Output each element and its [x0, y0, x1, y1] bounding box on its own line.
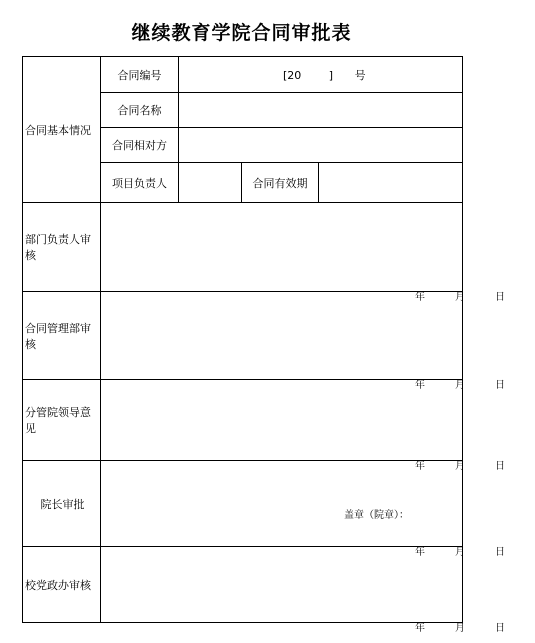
contract-no-label: 合同编号: [101, 57, 179, 93]
contract-no-field[interactable]: [179, 57, 463, 93]
approval-label: 校党政办审核: [23, 547, 101, 623]
month-label: 月: [455, 547, 465, 558]
year-label: 年: [415, 380, 425, 391]
validity-label: 合同有效期: [242, 163, 319, 203]
month-label: 月: [455, 292, 465, 303]
month-label: 月: [455, 623, 465, 634]
year-label: 年: [415, 292, 425, 303]
approval-opinion-cell[interactable]: [101, 461, 505, 558]
form-title: 继续教育学院合同审批表: [131, 22, 352, 44]
month-label: 月: [455, 380, 465, 391]
approval-opinion-cell[interactable]: [101, 292, 505, 391]
year-label: 年: [415, 547, 425, 558]
validity-field[interactable]: [319, 163, 463, 203]
counterparty-field[interactable]: [179, 128, 463, 163]
month-label: 月: [455, 461, 465, 472]
day-label: 日: [495, 623, 505, 634]
seal-label: 盖章（院章）：: [344, 510, 409, 521]
approval-opinion-cell[interactable]: [101, 203, 505, 303]
contract-no-bracket: ]: [328, 68, 334, 82]
year-label: 年: [415, 623, 425, 634]
contract-no-suffix: 号: [354, 68, 366, 82]
day-label: 日: [495, 292, 505, 303]
project-lead-field[interactable]: [179, 163, 242, 203]
day-label: 日: [495, 461, 505, 472]
approval-opinion-cell[interactable]: [101, 547, 505, 634]
counterparty-label: 合同相对方: [101, 128, 179, 163]
project-lead-label: 项目负责人: [101, 163, 179, 203]
contract-name-field[interactable]: [179, 93, 463, 128]
contract-name-label: 合同名称: [101, 93, 179, 128]
contract-no-prefix: [20: [283, 68, 302, 82]
approval-label: 部门负责人审核: [23, 203, 101, 292]
approval-opinion-cell[interactable]: [101, 380, 505, 472]
basic-info-section-label: 合同基本情况: [23, 57, 101, 203]
approval-form-table: [22, 56, 505, 634]
day-label: 日: [495, 380, 505, 391]
year-label: 年: [415, 461, 425, 472]
approval-label: 院长审批: [23, 461, 101, 547]
day-label: 日: [495, 547, 505, 558]
approval-label: 合同管理部审核: [23, 292, 101, 380]
approval-label: 分管院领导意见: [23, 380, 101, 461]
